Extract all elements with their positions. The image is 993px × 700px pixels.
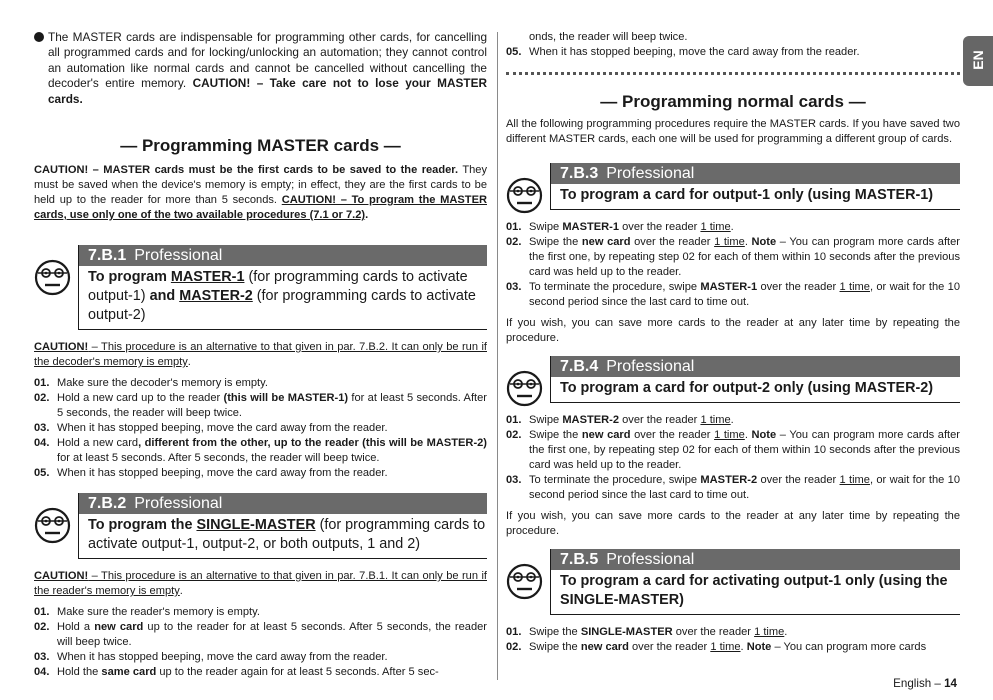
repeat-note: If you wish, you can save more cards to the reader at any later time by repeating the procedure. [506,510,960,537]
list-item: 05. When it has stopped beeping, move the card away from the reader. [506,46,860,58]
list-item: 02. Hold a new card up to the reader (this will be MASTER-1) for at least 5 seconds. After 5 seconds, the reader will beep twice. [34,392,487,420]
procedure-box-7b4 [506,356,960,403]
column-divider [497,32,498,680]
procedure-title: To program the SINGLE-MASTER (for programming cards to activate output-1, output-2, or both outputs, 1 and 2) [79,514,487,559]
language-tab: EN [963,36,993,86]
list-item: 04. Hold the same card up to the reader again for at least 5 seconds. After 5 sec- [34,666,439,679]
procedure-box-7b5 [506,549,960,615]
face-icon [34,507,71,544]
list-item: 02. Swipe the new card over the reader 1 time. Note – You can program more cards after the first one, by repeating step 02 for each of them within 10 seconds after the previous card was held up to the reader. [506,429,960,471]
steps-list-7b1 [34,376,487,481]
list-item: 01. Swipe MASTER-1 over the reader 1 time. [506,221,734,233]
face-icon [506,563,543,600]
face-icon [34,259,71,296]
procedure-title: To program MASTER-1 (for programming cards to activate output-1) and MASTER-2 (for programming cards to activate output-2) [79,266,487,330]
master-intro: The MASTER cards are indispensable for programming other cards, for cancelling all programmed cards and for locking/unlocking an automation; they cannot control an automation like normal cards and cannot be cancelled without cancelling the decoder's entire memory. CAUTION! – Take care not to lose your MASTER cards. [34,30,487,107]
list-item: 02. Hold a new card up to the reader for at least 5 seconds. After 5 seconds, the reader will beep twice. [34,621,487,649]
list-item: 01. Swipe MASTER-2 over the reader 1 time. [506,414,734,426]
face-icon [506,177,543,214]
list-item: 01. Make sure the reader's memory is empty. [34,606,260,619]
section-heading-normal: — Programming normal cards — [600,92,866,111]
caution-note-7b2: CAUTION! – This procedure is an alternative to that given in par. 7.B.1. It can only be run if the reader's memory is empty. [34,570,487,598]
right-column [506,0,960,655]
procedure-title: To program a card for activating output-1 only (using the SINGLE-MASTER) [551,570,960,615]
procedure-header-bar: 7.B.5 Professional [551,549,960,570]
list-item: 01. Swipe the SINGLE-MASTER over the reader 1 time. [506,626,788,638]
procedure-header-bar: 7.B.4 Professional [551,356,960,377]
list-item: 03. To terminate the procedure, swipe MASTER-1 over the reader 1 time, or wait for the 10 second period since the last card to time out. [506,281,960,308]
procedure-box-inner [78,493,487,559]
procedure-box-inner [78,245,487,330]
dotted-separator [506,72,960,75]
page-footer: English – 14 [893,677,957,690]
master-caution-paragraph: CAUTION! – MASTER cards must be the first cards to be saved to the reader. They must be saved when the device's memory is empty; in effect, they are the first cards to be held up to the reader for more than 5 seconds. CAUTION! – To program the MASTER cards, use only one of the two available procedures (7.1 or 7.2). [34,164,487,222]
procedure-box-7b3 [506,163,960,210]
continued-step-text: onds, the reader will beep twice. [529,31,688,43]
procedure-title: To program a card for output-2 only (using MASTER-2) [551,377,960,403]
list-item: 05. When it has stopped beeping, move the card away from the reader. [34,467,388,480]
list-item: 03. To terminate the procedure, swipe MASTER-2 over the reader 1 time, or wait for the 10 second period since the last card to time out. [506,474,960,501]
list-item: 02. Swipe the new card over the reader 1 time. Note – You can program more cards [506,641,927,653]
procedure-box-7b2 [34,493,487,559]
procedure-header-bar: 7.B.3 Professional [551,163,960,184]
list-item: 04. Hold a new card, different from the other, up to the reader (this will be MASTER-2) for at least 5 seconds. After 5 seconds, the reader will beep twice. [34,437,487,465]
face-icon [506,370,543,407]
procedure-header-bar: 7.B.1 Professional [79,245,487,266]
procedure-box-inner [550,163,960,210]
procedure-box-inner [550,356,960,403]
step-05-list [506,45,960,60]
procedure-title: To program a card for output-1 only (using MASTER-1) [551,184,960,210]
bullet-icon [34,32,44,42]
list-item: 02. Swipe the new card over the reader 1 time. Note – You can program more cards after the first one, by repeating step 02 for each of them within 10 seconds after the previous card was held up to the reader. [506,236,960,278]
steps-list-7b3 [506,220,960,310]
list-item: 01. Make sure the decoder's memory is empty. [34,377,268,390]
procedure-box-inner [550,549,960,615]
list-item: 03. When it has stopped beeping, move the card away from the reader. [34,651,388,664]
list-item: 03. When it has stopped beeping, move the card away from the reader. [34,422,388,435]
normal-cards-intro: All the following programming procedures require the MASTER cards. If you have saved two different MASTER cards, each one will be used for programming a different group of cards. [506,118,960,145]
steps-list-7b5 [506,625,960,655]
page-number: 14 [944,677,957,690]
caution-note-7b1: CAUTION! – This procedure is an alternative to that given in par. 7.B.2. It can only be run if the decoder's memory is empty. [34,341,487,369]
section-heading-master: — Programming MASTER cards — [120,136,401,156]
procedure-box-7b1 [34,245,487,330]
left-column [34,0,487,680]
repeat-note: If you wish, you can save more cards to the reader at any later time by repeating the procedure. [506,317,960,344]
steps-list-7b4 [506,413,960,503]
steps-list-7b2 [34,605,487,680]
procedure-header-bar: 7.B.2 Professional [79,493,487,514]
